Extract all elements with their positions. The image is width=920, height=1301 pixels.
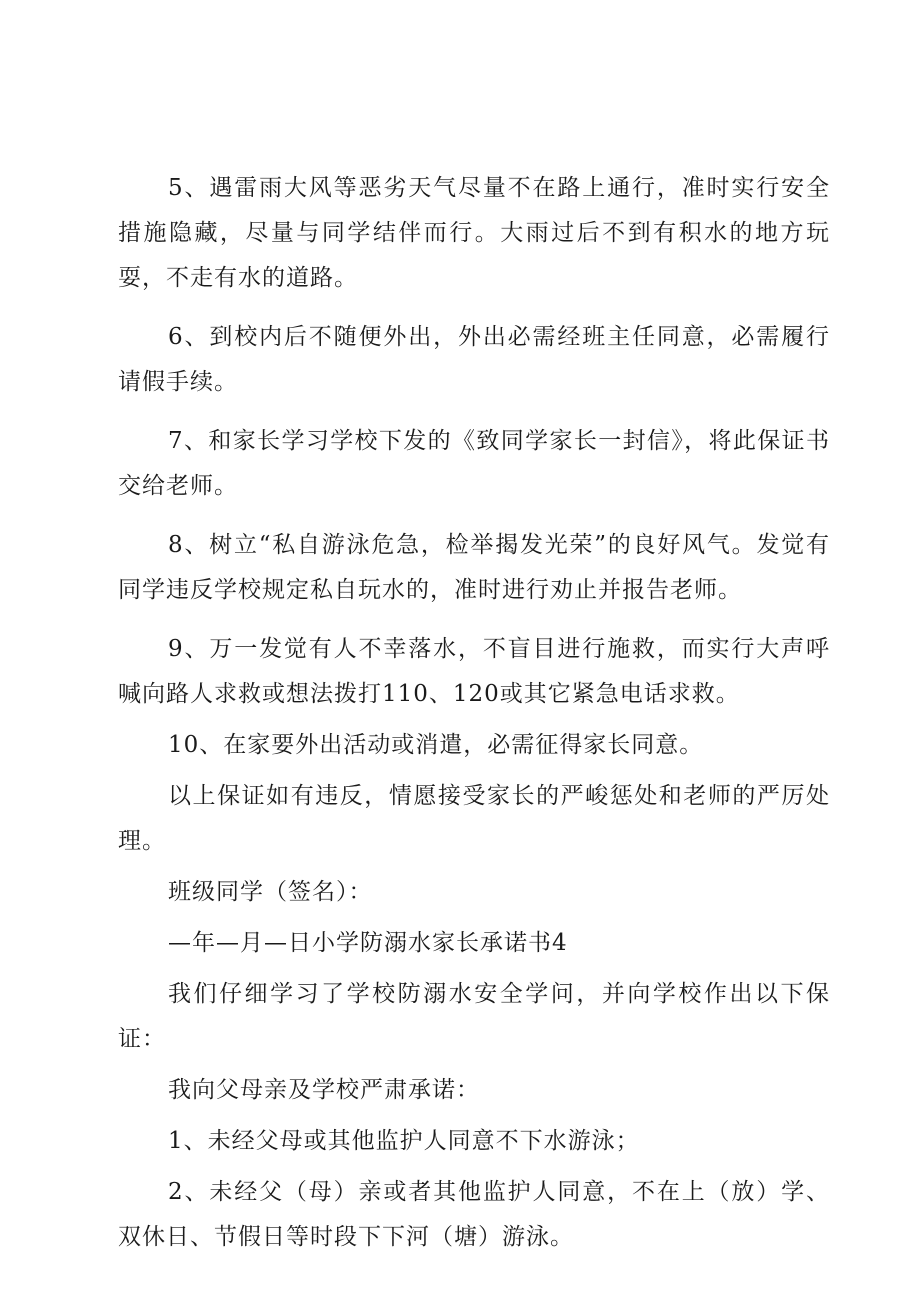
paragraph-item-1: 1、未经父母或其他监护人同意不下水游泳； — [168, 1128, 640, 1154]
paragraph-intro: 我们仔细学习了学校防溺水安全学问，并向学校作出以下保证： — [118, 981, 830, 1052]
signature-line: 班级同学（签名）： — [168, 879, 373, 905]
paragraph-item-10: 10、在家要外出活动或消遣，必需征得家长同意。 — [168, 732, 704, 758]
paragraph-promise-heading: 我向父母亲及学校严肃承诺： — [168, 1077, 480, 1103]
date-and-section-title: —年—月—日小学防溺水家长承诺书4 — [168, 930, 568, 956]
paragraph-item-6: 6、到校内后不随便外出，外出必需经班主任同意，必需履行请假手续。 — [118, 324, 830, 395]
paragraph-item-9: 9、万一发觉有人不幸落水，不盲目进行施救，而实行大声呼喊向路人求救或想法拨打110、120或其它紧急电话求救。 — [118, 636, 830, 707]
paragraph-item-8: 8、树立“私自游泳危急，检举揭发光荣”的良好风气。发觉有同学违反学校规定私自玩水的，准时进行劝止并报告老师。 — [118, 532, 830, 603]
paragraph-closing-statement: 以上保证如有违反，情愿接受家长的严峻惩处和老师的严厉处理。 — [118, 783, 830, 854]
document-body — [118, 166, 830, 1260]
paragraph-item-2: 2、未经父（母）亲或者其他监护人同意，不在上（放）学、双休日、节假日等时段下下河（塘）游泳。 — [118, 1179, 830, 1250]
paragraph-item-7: 7、和家长学习学校下发的《致同学家长一封信》，将此保证书交给老师。 — [118, 428, 830, 499]
paragraph-item-5: 5、遇雷雨大风等恶劣天气尽量不在路上通行，准时实行安全措施隐藏，尽量与同学结伴而行。大雨过后不到有积水的地方玩耍，不走有水的道路。 — [118, 175, 830, 291]
